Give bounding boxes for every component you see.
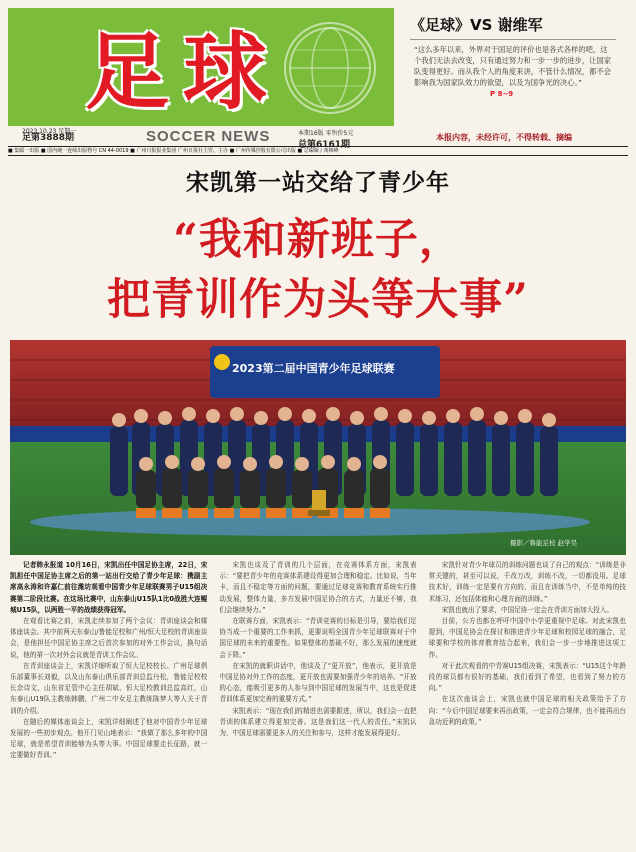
article-column-2 (219, 560, 416, 848)
masthead (8, 8, 394, 126)
paragraph: 宋凯也谈及了青训的几个层面，在竞赛体系方面，宋凯表示：“要把青少年的竞赛体系建设得更加合理和稳定。比如说，当年卡，而且不稳定等方面的问题，要通过足球竞赛和教育系统实行推动发展，整体力量，多方发展中国足协合的方式，力量还不够，我们会继续努力。” (219, 561, 417, 614)
photo-credit: 摄影／鲁能足校 赵学昊 (510, 539, 578, 547)
paragraph: 在这次座谈会上，宋凯也就中国足球的相关政策给予了方向：“今后中国足球要来再出政策，一定会符合规律，也不能再出台急功近利的政策。” (428, 695, 626, 726)
promo-divider (410, 39, 616, 40)
article-column-1 (10, 560, 207, 848)
paragraph: 在青训座谈会上，宋凯详细听取了恒大足校校长、广州足球俱乐部董事长刘毅，以及山东泰山俱乐部青训总监丹松，鲁能足校校长余诗文，山东省足管中心主任胡斌、恒大足校教训总监高红，山东泰山U19队主教练韩鹏，广州二中女足主教练陈梦人等人关于青训的介绍。 (10, 661, 208, 715)
promo-quote: “这么多年以来，外界对于国足的评价也是各式各样的吧，这个我们无法去改变，只有通过努力和一步一步的进步，让国家队变得更好。而从我个人的角度来讲，不管什么情况，都不会影响我为国家队效力的欲望，以及为国争光的决心。” (414, 45, 612, 87)
headline-line-2: 把青训作为头等大事” (107, 275, 529, 325)
article-body (10, 560, 626, 848)
headline-line-1: “我和新班子， (173, 215, 463, 265)
photo-banner-text: 2023第二届中国青少年足球联赛 (232, 362, 395, 375)
paragraph: 宋凯表示：“现在我们的精进也需要跟进，所以，我们会一直把青训的体系建立得更加完善。这是我们这一代人的责任。”宋凯认为，中国足球需要更多人的关注和参与，这样才能发展得更好。 (219, 706, 417, 738)
article-kicker: 宋凯第一站交给了青少年 (186, 170, 450, 196)
total-issue: 总第6161期 (298, 140, 351, 150)
paragraph: 记者韩永报道 10月16日，宋凯出任中国足协主席，22日，宋凯担任中国足协主席之后的第一站出行交给了青少年足球：携副主席高永涛和许嘉仁前往潍坊观看中国青少年足球联赛男子U15组决赛第二阶段比赛。在这场比赛中，山东泰山U15队1比0战胜大连鲲城U15队，以两胜一平的战绩获得冠军。 (10, 561, 208, 614)
issue-date (22, 128, 76, 142)
paragraph: 在随后的媒体座谈会上，宋凯详细阐述了他对中国青少年足球发展的一些初步观点。他开门见山地表示：“我做了那么多年的中国足球，就是希望青训能够为头等大事。中国足球要走长征路，就一定要做好青训。” (10, 717, 208, 760)
promo-page-ref[interactable]: P 8~9 (490, 90, 514, 98)
newspaper-logo (68, 10, 298, 120)
paragraph: 对于此次观看的中青赛U15组决赛，宋凯表示：“U15这个年龄段的球员都有很好的基础，我们看到了希望，也看到了努力的方向。” (428, 661, 626, 693)
paragraph: 宋凯针对青少年球员的训练问题也谈了自己的观点：“训练是非常关键的，甚至可以说，千改万改，训练不改，一切都没用。足球技术好，训练一定是要有方向的，而且在训练当中，不是单纯的技术练习，还包括体能和心理方面的训练。” (428, 561, 626, 603)
promo-box[interactable] (410, 14, 616, 122)
league-logo-icon (214, 354, 230, 370)
logo-text: 足球 (84, 21, 281, 121)
copyright-notice: 本报内容，未经许可，不得转载、摘编 (436, 133, 572, 142)
paragraph: 在观看比赛之前，宋凯走续参加了两个会议：青训座谈会和媒体座谈会。其中前两天东泰山/鲁能足校和广州/恒大足校的青训座谈会，是他担任中国足协主席之后首次参加的对外工作会议，换句话说，他的第一次对外会议就是青训工作会议。 (10, 617, 208, 659)
english-title: SOCCER NEWS (146, 128, 271, 145)
weekly-issue-line: 本期16版 零售价5元 (298, 130, 354, 137)
date-line: 2023.10.23 星期一 (22, 128, 77, 135)
article-column-3 (429, 560, 626, 848)
paragraph: 宋凯也就出了要求，中国足协一定会在青训方面加大投入。 (441, 605, 614, 614)
paragraph: 在宋凯的就职讲话中，他谈及了“更开放”，他表示，更开放是中国足协对外工作的态度，更开放也需要加强青少年的培养。“开放的心态，能吸引更多的人参与到中国足球的发展当中，这也是促进青训体系更加完善的重要方式。” (219, 661, 417, 704)
info-bar: ■ 集邮一出版 ■ 国内统一连续出版物号 CN 44-0019 ■ 广州日报报业集团 广州日报社主管、主办 ■ 广州传媒控股有限公司出版 ■ 总编辑 / 黄梅峰 (8, 146, 628, 156)
paragraph: 在联赛方面，宋凯表示：“青训竞赛的目标是引导，要给我们足协当成一个重要的工作来抓，更要说明全国青少年足球联赛对于中国足球的未来的重要性。如果整体的基础不好，那么发展的速度就会下降。” (219, 617, 417, 659)
promo-title: 《足球》VS 谢维军 (410, 16, 543, 34)
paragraph: 目前，公方也都在呼吁中国中小学更重视中足球。对此宋凯也提到，中国足协会在探讨和推进青少年足球和校园足球的融合，足球要和学校的体育教育结合起来，我们会一步一步地推进这项工作。 (428, 617, 626, 659)
issue-number: 足第3888期 (22, 133, 75, 143)
